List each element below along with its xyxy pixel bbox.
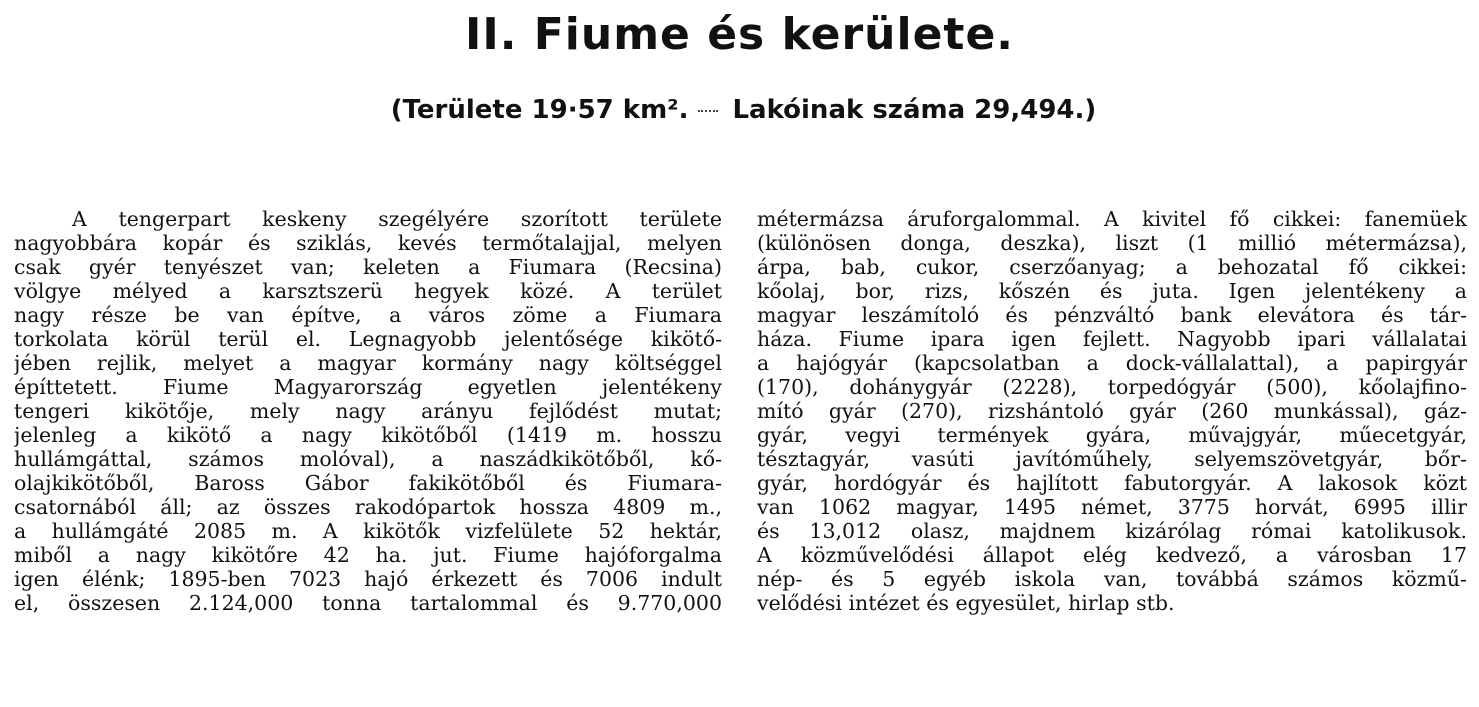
text-line: árpa, bab, cukor, cserzőanyag; a behozatal fő cikkei:: [757, 255, 1467, 279]
text-line: A közművelődési állapot elég kedvező, a városban 17: [757, 543, 1467, 567]
text-line: nagy része be van építve, a város zöme a Fiumara: [14, 303, 722, 327]
text-line: el, összesen 2.124,000 tonna tartalommal és 9.770,000: [14, 591, 722, 615]
text-line: építtetett. Fiume Magyarország egyetlen jelentékeny: [14, 375, 722, 399]
text-line: miből a nagy kikötőre 42 ha. jut. Fiume hajóforgalma: [14, 543, 722, 567]
text-line: métermázsa áruforgalommal. A kivitel fő cikkei: fanemüek: [757, 207, 1467, 231]
text-line: jelenleg a kikötő a nagy kikötőből (1419 m. hosszu: [14, 423, 722, 447]
text-line: A tengerpart keskeny szegélyére szorított területe: [72, 207, 722, 231]
page-subtitle: [0, 92, 1479, 128]
text-column-right: [757, 207, 1467, 615]
page-title: II. Fiume és kerülete.: [464, 9, 1015, 60]
text-line: tésztagyár, vasúti javítóműhely, selyemszövetgyár, bőr-: [757, 447, 1467, 471]
text-line: tengeri kikötője, mely nagy arányu fejlődést mutat;: [14, 399, 722, 423]
text-line: és 13,012 olasz, majdnem kizárólag római katolikusok.: [757, 519, 1467, 543]
text-line: a hullámgáté 2085 m. A kikötők vizfelülete 52 hektár,: [14, 519, 722, 543]
text-line: a hajógyár (kapcsolatban a dock-vállalattal), a papirgyár: [757, 351, 1467, 375]
population-text: Lakóinak száma 29,494.): [732, 95, 1097, 125]
text-line: völgye mélyed a karsztszerü hegyek közé. A terület: [14, 279, 722, 303]
text-line: csak gyér tenyészet van; keleten a Fiumara (Recsina): [14, 255, 722, 279]
text-line: nagyobbára kopár és sziklás, kevés termőtalajjal, melyen: [14, 231, 722, 255]
text-line: csatornából áll; az összes rakodópartok hossza 4809 m.,: [14, 495, 722, 519]
text-line: gyár, vegyi termények gyára, művajgyár, műecetgyár,: [757, 423, 1467, 447]
text-line: igen élénk; 1895-ben 7023 hajó érkezett és 7006 indult: [14, 567, 722, 591]
text-line: (170), dohánygyár (2228), torpedógyár (500), kőolajfino-: [757, 375, 1467, 399]
text-line: velődési intézet és egyesület, hirlap stb.: [757, 591, 1175, 615]
text-line: nép- és 5 egyéb iskola van, továbbá számos közmű-: [757, 567, 1467, 591]
text-line: (különösen donga, deszka), liszt (1 millió métermázsa),: [757, 231, 1467, 255]
text-line: torkolata körül terül el. Legnagyobb jelentősége kikötő-: [14, 327, 722, 351]
area-text: (Területe 19·57 km².: [390, 95, 689, 125]
text-line: kőolaj, bor, rizs, kőszén és juta. Igen jelentékeny a: [757, 279, 1467, 303]
text-line: háza. Fiume ipara igen fejlett. Nagyobb ipari vállalatai: [757, 327, 1467, 351]
separator-dash: [698, 110, 718, 112]
text-line: gyár, hordógyár és hajlított fabutorgyár. A lakosok közt: [757, 471, 1467, 495]
text-line: jében rejlik, melyet a magyar kormány nagy költséggel: [14, 351, 722, 375]
text-line: mító gyár (270), rizshántoló gyár (260 munkással), gáz-: [757, 399, 1467, 423]
text-line: olajkikötőből, Baross Gábor fakikötőből és Fiumara-: [14, 471, 722, 495]
text-line: hullámgáttal, számos molóval), a naszádkikötőből, kő-: [14, 447, 722, 471]
text-column-left: [14, 207, 722, 615]
text-line: van 1062 magyar, 1495 német, 3775 horvát, 6995 illir: [757, 495, 1467, 519]
text-line: magyar leszámítoló és pénzváltó bank elevátora és tár-: [757, 303, 1467, 327]
